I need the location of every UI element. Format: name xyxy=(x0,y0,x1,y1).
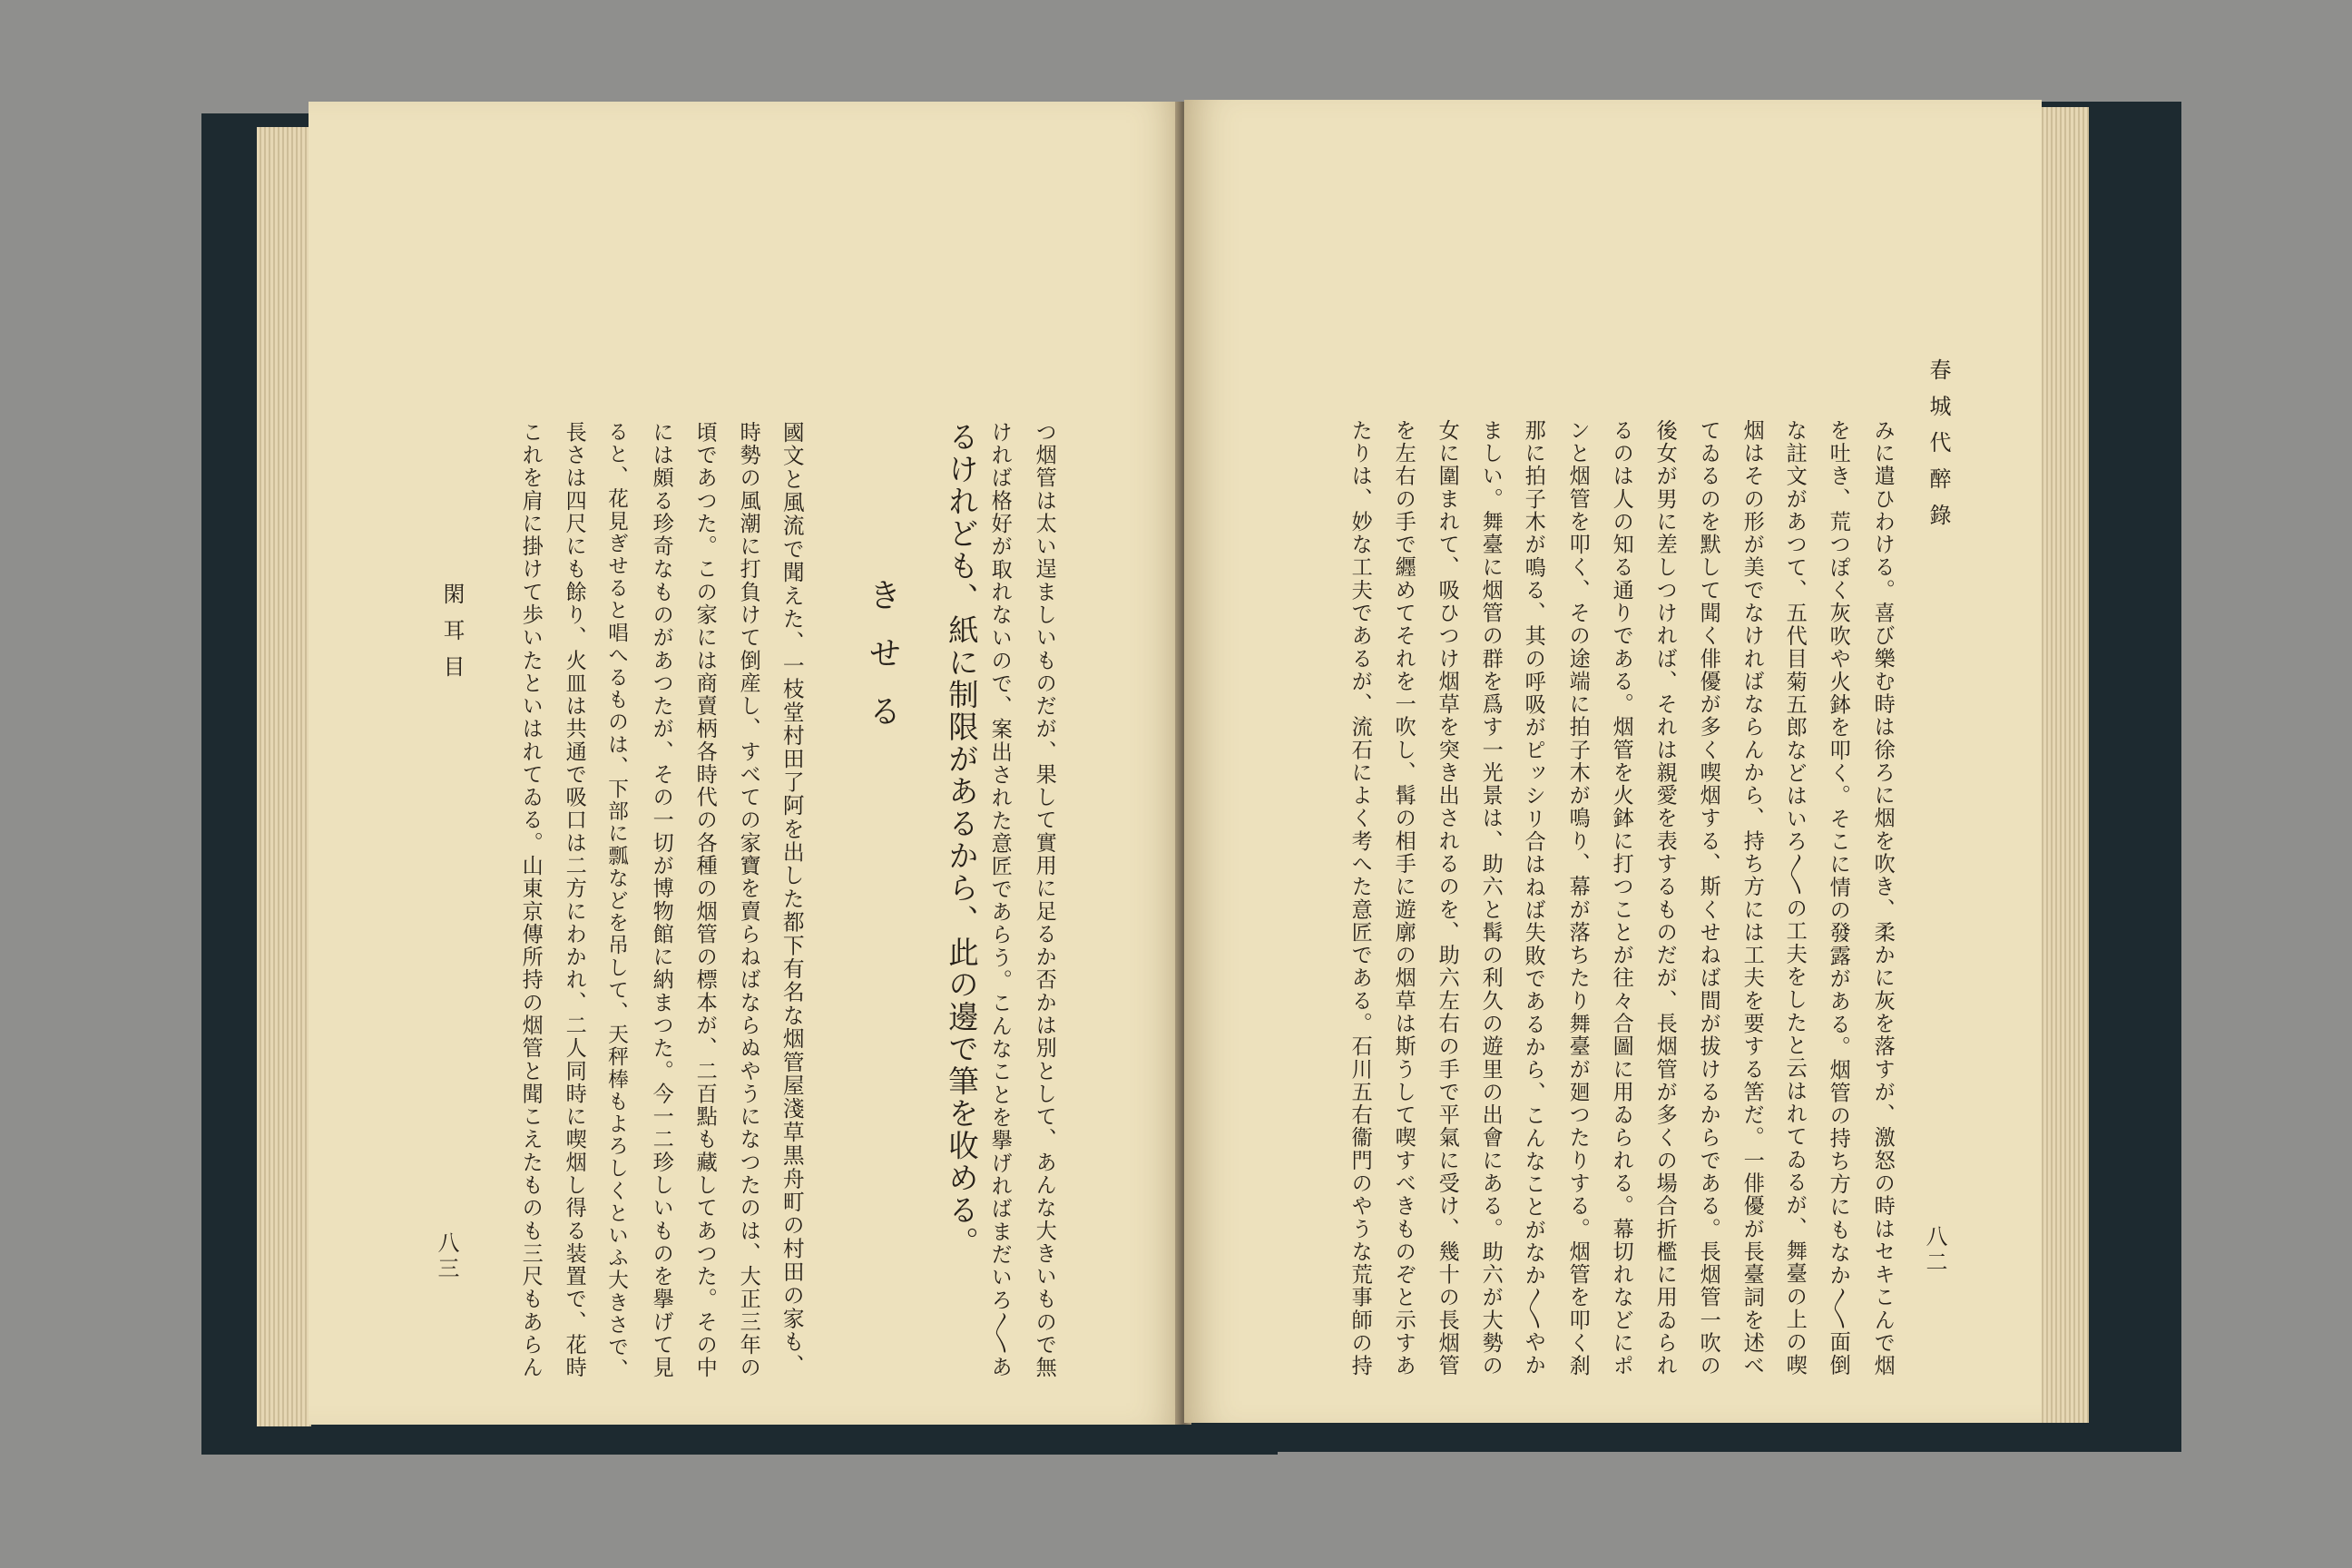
text-column: つ烟管は太い逞ましいものだが、果して實用に足るか否かは別として、あんな大きいもので無 xyxy=(1032,421,1056,1379)
text-column: ると、花見ぎせると唱へるものは、下部に瓢などを吊して、天秤棒もよろしくといふ大きさで、 xyxy=(604,421,629,1381)
text-column: これを肩に掛けて歩いたといはれてゐる。山東京傳所持の烟管と聞こえたものも三尺もあらん xyxy=(518,421,543,1379)
text-column: てゐるのを默して聞く俳優が多く喫烟する、斯くせねば間が拔けるからである。長烟管一吹の xyxy=(1696,419,1720,1377)
text-column: には頗る珍奇なものがあつたが、その一切が博物館に納まつた。今一二珍しいものを擧げて見 xyxy=(649,421,673,1379)
text-column: 時勢の風潮に打負けて倒産し、すべての家寶を賣らねばならぬやうになつたのは、大正三年の xyxy=(736,421,760,1379)
text-column: ければ格好が取れないので、案出された意匠であらう。こんなことを擧げればまだいろ〳〵あ xyxy=(987,421,1013,1379)
text-column: ましい。舞臺に烟管の群を爲す一光景は、助六と髯の利久の遊里の出會にある。助六が大勢の xyxy=(1478,419,1503,1377)
text-column: な註文があつて、五代目菊五郎などはいろ〳〵の工夫をしたと云はれてゐるが、舞臺の上の喫 xyxy=(1782,419,1808,1377)
text-column: を吐き、荒つぽく灰吹や火鉢を叩く。そこに情の發露がある。烟管の持ち方にもなか〳〵面倒 xyxy=(1826,419,1851,1377)
running-title: 春城代醉錄 xyxy=(1926,358,1951,540)
page-edges-left xyxy=(257,127,311,1426)
page-edges-right xyxy=(2034,107,2089,1423)
right-page-text-block xyxy=(1184,100,2042,1423)
page-number: 八二 xyxy=(1922,1225,1947,1276)
section-title: きせる xyxy=(864,578,901,752)
text-column: ンと烟管を叩く、その途端に拍子木が鳴り、幕が落ちたり舞臺が廻つたりする。烟管を叩く刹 xyxy=(1565,419,1590,1377)
page-number: 八三 xyxy=(434,1231,459,1282)
text-column: 後女が男に差しつければ、それは親愛を表するものだが、長烟管が多くの場合折檻に用ゐられ xyxy=(1652,419,1677,1377)
text-column: を左右の手で纒めてそれを一吹し、髯の相手に遊廓の烟草は斯うして喫すべきものぞと示すあ xyxy=(1391,419,1416,1377)
text-column: みに遣ひわける。喜び樂む時は徐ろに烟を吹き、柔かに灰を落すが、激怒の時はセキこんで烟 xyxy=(1870,419,1895,1377)
text-column: 頃であつた。この家には商賣柄各時代の各種の烟管の標本が、二百點も藏してあつた。その中 xyxy=(692,421,717,1379)
text-column: 烟はその形が美でなければならんから、持ち方には工夫を要する筈だ。一俳優が長臺詞を述べ xyxy=(1740,419,1764,1377)
left-page xyxy=(309,102,1184,1425)
text-column: るのは人の知る通りである。烟管を火鉢に打つことが往々合圖に用ゐられる。幕切れなどにポ xyxy=(1609,419,1633,1377)
text-column: るけれども、紙に制限があるから、此の邊で筆を收める。 xyxy=(943,421,979,1259)
text-column: 長さは四尺にも餘り、火皿は共通で吸口は二方にわかれ、二人同時に喫烟し得る装置で、花時 xyxy=(562,421,586,1379)
text-column: 國文と風流で聞えた、一枝堂村田了阿を出した都下有名な烟管屋淺草黒舟町の村田の家も、 xyxy=(779,421,805,1377)
text-column: 那に拍子木が鳴る、其の呼吸がピッシリ合はねば失敗であるから、こんなことがなか〳〵やか xyxy=(1521,419,1546,1377)
right-page xyxy=(1184,100,2042,1423)
text-column: たりは、妙な工夫であるが、流石によく考へた意匠である。石川五右衞門のやうな荒事師の持 xyxy=(1348,419,1372,1377)
running-title: 閑耳目 xyxy=(439,583,465,691)
text-column: 女に圍まれて、吸ひつけ烟草を突き出されるのを、助六左右の手で平氣に受け、幾十の長烟管 xyxy=(1435,419,1459,1377)
left-page-text-block xyxy=(309,102,1184,1425)
